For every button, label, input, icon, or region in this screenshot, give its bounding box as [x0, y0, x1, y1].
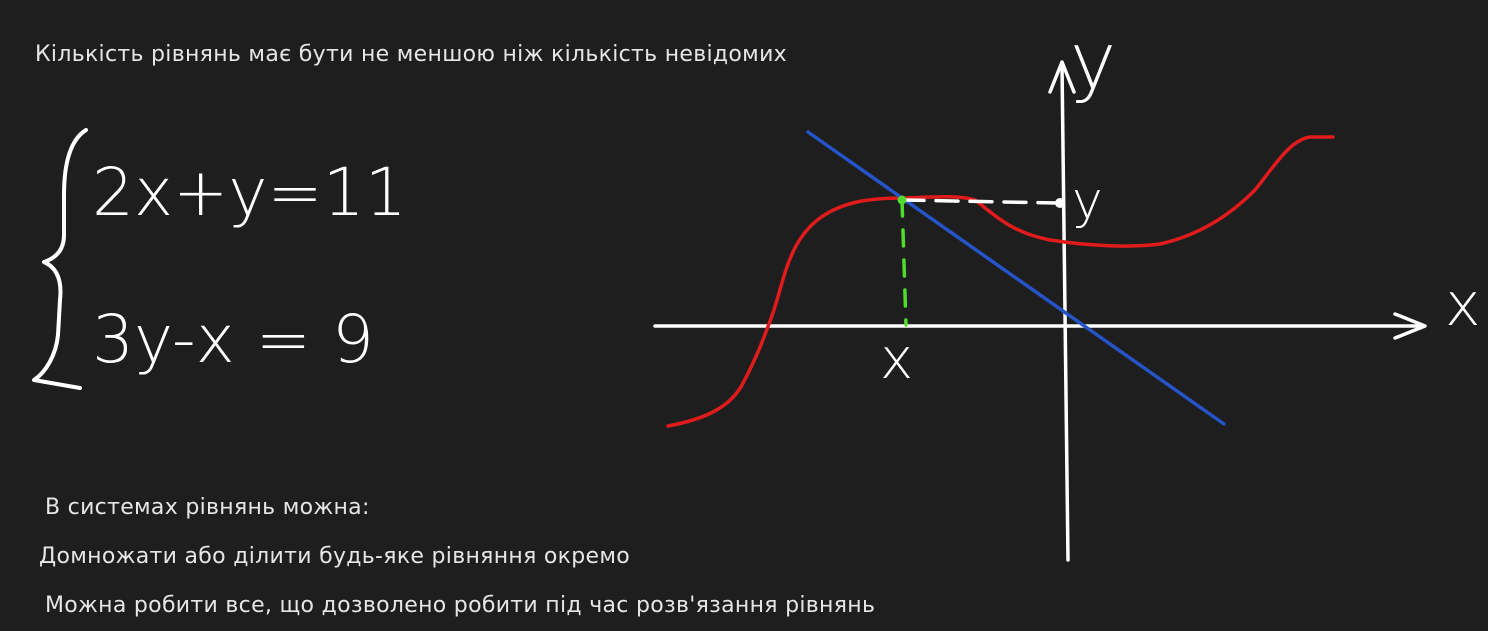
x-mark-label: x	[880, 327, 914, 392]
x-axis-label: x	[1445, 270, 1481, 340]
equation-system	[34, 130, 407, 388]
y-intercept-dot	[1055, 198, 1065, 208]
blue-line	[808, 132, 1224, 424]
x-dashed-guide	[902, 200, 906, 325]
equation-1: 2x+y=11	[92, 154, 407, 231]
intersection-point	[898, 196, 907, 205]
red-curve	[668, 137, 1333, 426]
y-axis-label: y	[1070, 17, 1117, 107]
rule-item-anything: Можна робити все, що дозволено робити під час розв'язання рівнянь	[45, 593, 876, 618]
system-brace	[34, 130, 86, 388]
equation-2: 3y-x = 9	[92, 301, 375, 378]
rule-text: Кількість рівнянь має бути не меншою ніж кількість невідомих	[35, 42, 787, 67]
rule-item-multiply: Домножати або ділити будь-яке рівняння окремо	[39, 544, 630, 569]
y-dashed-guide	[902, 200, 1058, 203]
y-mark-label: y	[1072, 171, 1103, 231]
rules-heading: В системах рівнянь можна:	[45, 495, 370, 520]
